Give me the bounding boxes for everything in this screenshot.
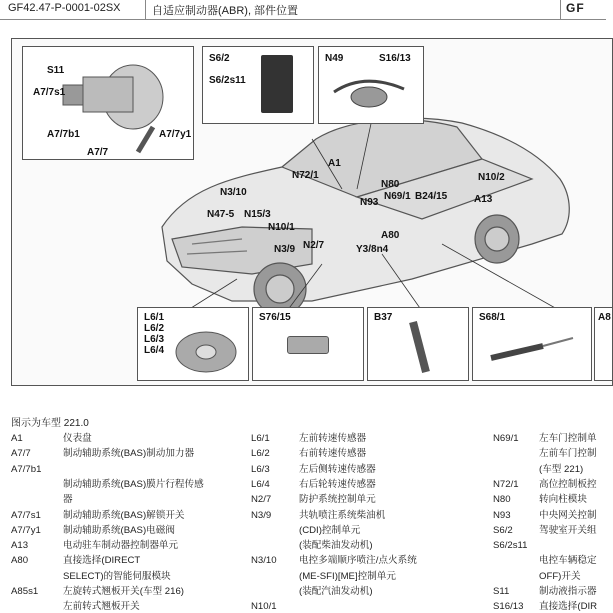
steering-column-inset — [318, 46, 424, 124]
legend-description: 制动辅助系统(BAS)膜片行程传感 — [63, 478, 204, 490]
header-divider — [560, 0, 561, 19]
legend-description: 左旋转式翘板开关(车型 216) — [63, 586, 184, 597]
label-N80: N80 — [381, 179, 400, 190]
legend-description: SELECT)的智能伺服模块 — [63, 570, 171, 582]
component-legend — [11, 414, 606, 613]
label-N2-7: N2/7 — [303, 240, 325, 251]
label-N69-1: N69/1 — [384, 191, 411, 202]
legend-code: L6/1 — [251, 433, 270, 444]
legend-code: A7/7s1 — [11, 509, 41, 521]
legend-code: N3/9 — [251, 509, 272, 521]
label-N47-5: N47-5 — [207, 209, 235, 220]
label-S6-2: S6/2 — [209, 53, 230, 64]
cable-harness-inset — [472, 307, 592, 381]
label-A7-7y1: A7/7y1 — [159, 129, 192, 140]
legend-description: 左车门控制单 — [539, 433, 597, 444]
label-N49: N49 — [325, 53, 344, 64]
label-N10-1: N10/1 — [268, 222, 295, 233]
legend-code: N80 — [493, 494, 511, 506]
legend-description: 转向柱模块 — [539, 494, 587, 506]
legend-description: 左前车门控制 — [539, 448, 597, 460]
label-B24-15: B24/15 — [415, 191, 448, 202]
legend-code: A7/7b1 — [11, 463, 42, 475]
legend-description: 仪表盘 — [63, 433, 92, 444]
legend-description: 制动辅助系统(BAS)制动加力器 — [63, 448, 195, 460]
legend-code: S11 — [493, 586, 510, 597]
label-N10-2: N10/2 — [478, 172, 505, 183]
label-L6-3: L6/3 — [144, 334, 165, 345]
document-header — [0, 0, 606, 20]
document-code: GF42.47-P-0001-02SX — [8, 2, 121, 14]
legend-description: 左后侧转速传感器 — [299, 463, 376, 475]
label-A7-7s1: A7/7s1 — [33, 87, 66, 98]
header-divider — [145, 0, 146, 19]
legend-description: 驾驶室开关组 — [539, 524, 597, 536]
label-S16-13: S16/13 — [379, 53, 411, 64]
label-N93: N93 — [360, 197, 379, 208]
brake-booster-drawing — [23, 47, 193, 159]
legend-description: 左前转速传感器 — [299, 433, 367, 444]
label-S11: S11 — [47, 65, 65, 76]
legend-description: 制动液指示器 — [539, 586, 597, 597]
brake-pedal-sensor-inset — [367, 307, 469, 381]
legend-description: 电控车辆稳定 — [539, 555, 597, 567]
label-S68-1: S68/1 — [479, 312, 506, 323]
switch-inset — [252, 307, 364, 381]
legend-description: (ME-SFI)[ME]控制单元 — [299, 570, 396, 582]
legend-code: N10/1 — [251, 601, 277, 613]
legend-description: 高位控制板控 — [539, 478, 597, 490]
legend-code: N3/10 — [251, 555, 277, 567]
legend-code: A13 — [11, 540, 29, 552]
label-A8: A8 — [598, 312, 611, 323]
legend-description: (装配汽油发动机) — [299, 586, 373, 597]
label-A1: A1 — [328, 158, 341, 169]
legend-description: (CDI)控制单元 — [299, 524, 361, 536]
switch-panel-inset — [202, 46, 314, 124]
label-Y3-8n4: Y3/8n4 — [356, 244, 389, 255]
legend-code: N93 — [493, 509, 511, 521]
legend-description: 直接选择(DIRECT — [63, 555, 141, 567]
label-N3-9: N3/9 — [274, 244, 296, 255]
label-N72-1: N72/1 — [292, 170, 319, 181]
legend-description: 器 — [63, 494, 73, 506]
legend-description: 左前转式翘板开关 — [63, 601, 140, 613]
label-A7-7b1: A7/7b1 — [47, 129, 80, 140]
legend-code: A1 — [11, 433, 23, 444]
brake-booster-inset — [22, 46, 194, 160]
legend-code: S6/2s11 — [493, 540, 528, 552]
legend-description: 电控多端顺序喷注/点火系统 — [299, 555, 417, 567]
label-B37: B37 — [374, 312, 393, 323]
label-A80: A80 — [381, 230, 400, 241]
legend-code: A7/7 — [11, 448, 31, 460]
legend-code: L6/4 — [251, 478, 270, 490]
legend-code: N2/7 — [251, 494, 272, 506]
legend-description: (装配柴油发动机) — [299, 540, 373, 552]
legend-code: N72/1 — [493, 478, 519, 490]
legend-description: 右前转速传感器 — [299, 448, 367, 460]
legend-code: S16/13 — [493, 601, 524, 613]
legend-code: L6/3 — [251, 463, 270, 475]
label-L6-4: L6/4 — [144, 345, 165, 356]
legend-description: 电动驻车制动器控制器单元 — [63, 540, 179, 552]
label-A13: A13 — [474, 194, 493, 205]
component-location-figure — [11, 38, 613, 386]
label-L6-1: L6/1 — [144, 312, 165, 323]
legend-description: 直接选择(DIR — [539, 601, 598, 613]
legend-code: A7/7y1 — [11, 524, 41, 536]
label-S76-15: S76/15 — [259, 312, 291, 323]
wheel-speed-sensor-inset — [137, 307, 249, 381]
legend-code: A85s1 — [11, 586, 39, 597]
legend-description: 制动辅助系统(BAS)解锁开关 — [63, 509, 185, 521]
brand-logo: GF — [566, 1, 585, 15]
legend-description: 防护系统控制单元 — [299, 494, 376, 506]
label-S6-2s11: S6/2s11 — [209, 75, 246, 86]
legend-code: L6/2 — [251, 448, 270, 460]
legend-description: 中央网关控制 — [539, 509, 597, 521]
switch-panel-drawing — [261, 55, 293, 113]
document-title: 自适应制动器(ABR), 部件位置 — [152, 5, 299, 17]
legend-code: A80 — [11, 555, 29, 567]
a8-inset — [594, 307, 612, 381]
legend-description: (车型 221) — [539, 463, 584, 475]
legend-caption: 图示为车型 221.0 — [11, 418, 89, 429]
label-A7-7: A7/7 — [87, 147, 109, 158]
legend-code: S6/2 — [493, 524, 513, 536]
label-N15-3: N15/3 — [244, 209, 271, 220]
legend-description: OFF)开关 — [539, 570, 581, 582]
switch-drawing — [287, 336, 329, 354]
legend-description: 制动辅助系统(BAS)电磁阀 — [63, 524, 175, 536]
label-L6-2: L6/2 — [144, 323, 165, 334]
label-N3-10: N3/10 — [220, 187, 247, 198]
legend-description: 右后轮转速传感器 — [299, 478, 376, 490]
legend-description: 共轨喷注系统柴油机 — [299, 509, 386, 521]
legend-code: N69/1 — [493, 433, 519, 444]
